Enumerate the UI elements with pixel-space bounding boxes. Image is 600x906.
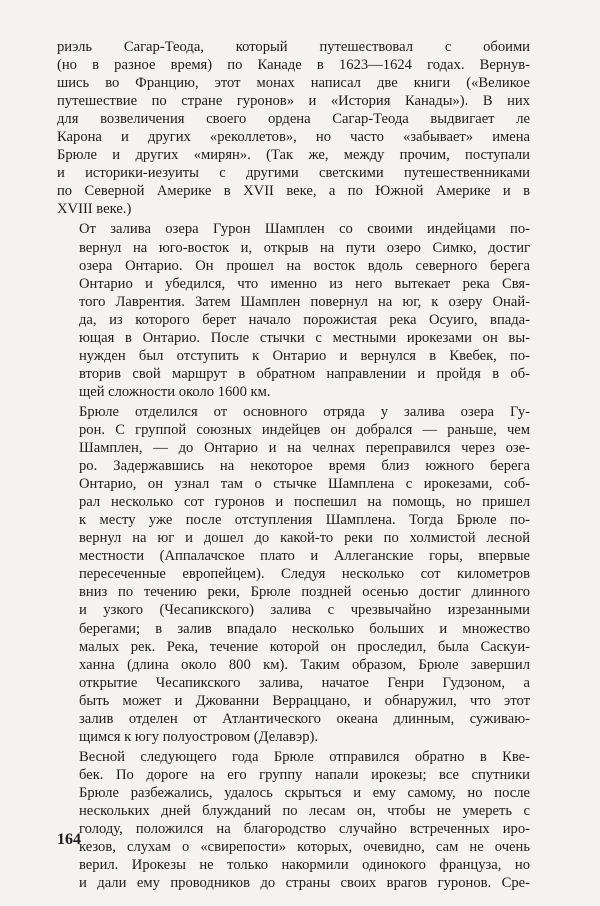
text-line: вторив свой маршрут в обратном направлении и пройдя в об-: [79, 365, 530, 382]
text-line: Шамплен, — до Онтарио и на челнах переправился через озе-: [79, 440, 530, 457]
text-line: вернул на юго-восток и, открыв на пути озеро Симко, достиг: [79, 239, 530, 256]
text-line: ро. Задержавшись на некоторое время близ южного берега: [79, 458, 530, 475]
text-line: к месту уже после отступления Шамплена. Тогда Брюле по-: [79, 512, 530, 529]
text-line: залив отделен от Атлантического океана длинным, суживаю-: [79, 710, 530, 727]
text-line: Онтарио и убедился, что именно из него вытекает река Свя-: [79, 275, 530, 292]
text-line: верил. Ирокезы не только накормили одинокого француза, но: [79, 857, 530, 874]
text-line: по Северной Америке в XVII веке, а по Южной Америке и в: [57, 183, 530, 200]
text-line: От залива озера Гурон Шамплен со своими индейцами по-: [79, 221, 530, 238]
paragraph: [57, 220, 530, 400]
text-line: озера Онтарио. Он прошел на восток вдоль северного берега: [79, 257, 530, 274]
text-line: и историки-иезуиты с другими светскими путешественниками: [57, 165, 530, 182]
paragraph: [57, 403, 530, 746]
text-line: бек. По дороге на его группу напали ирокезы; все спутники: [79, 766, 530, 783]
text-line: ющая в Онтарио. После стычки с местными ирокезами он вы-: [79, 329, 530, 346]
text-line: рал несколько сот гуронов и поспешил на помощь, но пришел: [79, 494, 530, 511]
text-line: риэль Сагар-Теода, который путешествовал с обоими: [57, 39, 530, 55]
text-line: вернул на юг и дошел до какой-то реки по холмистой лесной: [79, 530, 530, 547]
text-line: и дали ему проводников до страны своих врагов гуронов. Сре-: [79, 875, 530, 892]
text-line: того Лаврентия. Затем Шамплен повернул на юг, к озеру Онай-: [79, 293, 530, 310]
text-line: XVIII веке.): [57, 201, 132, 218]
text-line: Брюле отделился от основного отряда у залива озера Гу-: [79, 403, 530, 420]
text-line: нескольких дней блужданий по лесам он, чтобы не умереть с: [79, 802, 530, 819]
text-line: Весной следующего года Брюле отправился обратно в Кве-: [79, 748, 530, 765]
body-text: [57, 38, 530, 892]
text-line: Брюле разбежались, удалось скрыться и ему самому, но после: [79, 784, 530, 801]
text-line: местности (Аппалачское плато и Аллеганские горы, впервые: [79, 548, 530, 565]
text-line: Брюле и других «мирян». (Так же, между прочим, поступали: [57, 147, 530, 164]
text-line: ханна (длина около 800 км). Таким образом, Брюле завершил: [79, 656, 530, 673]
paragraph: [57, 38, 530, 218]
text-line: пересеченные европейцем). Следуя несколько сот километров: [79, 566, 530, 583]
text-line: малых рек. Река, течение которой он проследил, была Саскуи-: [79, 638, 530, 655]
text-line: путешествие по стране гуронов» и «История Канады»). В них: [57, 93, 530, 110]
text-line: Карона и других «реколлетов», но часто «забывает» имена: [57, 129, 530, 146]
text-line: нужден был отступить к Онтарио и вернулся в Квебек, по-: [79, 347, 530, 364]
text-line: берегами; в залив впадало несколько больших и множество: [79, 620, 530, 637]
text-line: Онтарио, он узнал там о стычке Шамплена с ирокезами, соб-: [79, 476, 530, 493]
text-line: открытие Чесапикского залива, начатое Генри Гудзоном, а: [79, 674, 530, 691]
text-line: и узкого (Чесапикского) залива с чрезвычайно изрезанными: [79, 602, 530, 619]
text-line: щимся к югу полуостровом (Делавэр).: [79, 728, 318, 745]
text-line: кезов, слухам о «свирепости» которых, очевидно, сам не очень: [79, 839, 530, 856]
page-number: 164: [57, 831, 81, 848]
text-line: быть может и Джованни Верраццано, и обнаружил, что этот: [79, 692, 530, 709]
text-line: рон. С группой союзных индейцев он добрался — раньше, чем: [79, 421, 530, 438]
text-line: шись во Францию, этот монах написал две книги («Великое: [57, 75, 530, 92]
text-line: (но в разное время) по Канаде в 1623—1624 годах. Вернув-: [57, 57, 530, 74]
text-line: для возвеличения своего ордена Сагар-Теода выдвигает ле: [57, 111, 530, 128]
text-line: да, из которого берет начало порожистая река Осуиго, впада-: [79, 311, 530, 328]
text-line: голоду, положился на благородство случайно встреченных иро-: [79, 821, 530, 838]
paragraph: [57, 748, 530, 892]
text-line: щей сложности около 1600 км.: [79, 383, 271, 400]
text-line: вниз по течению реки, Брюле поздней осенью достиг длинного: [79, 584, 530, 601]
